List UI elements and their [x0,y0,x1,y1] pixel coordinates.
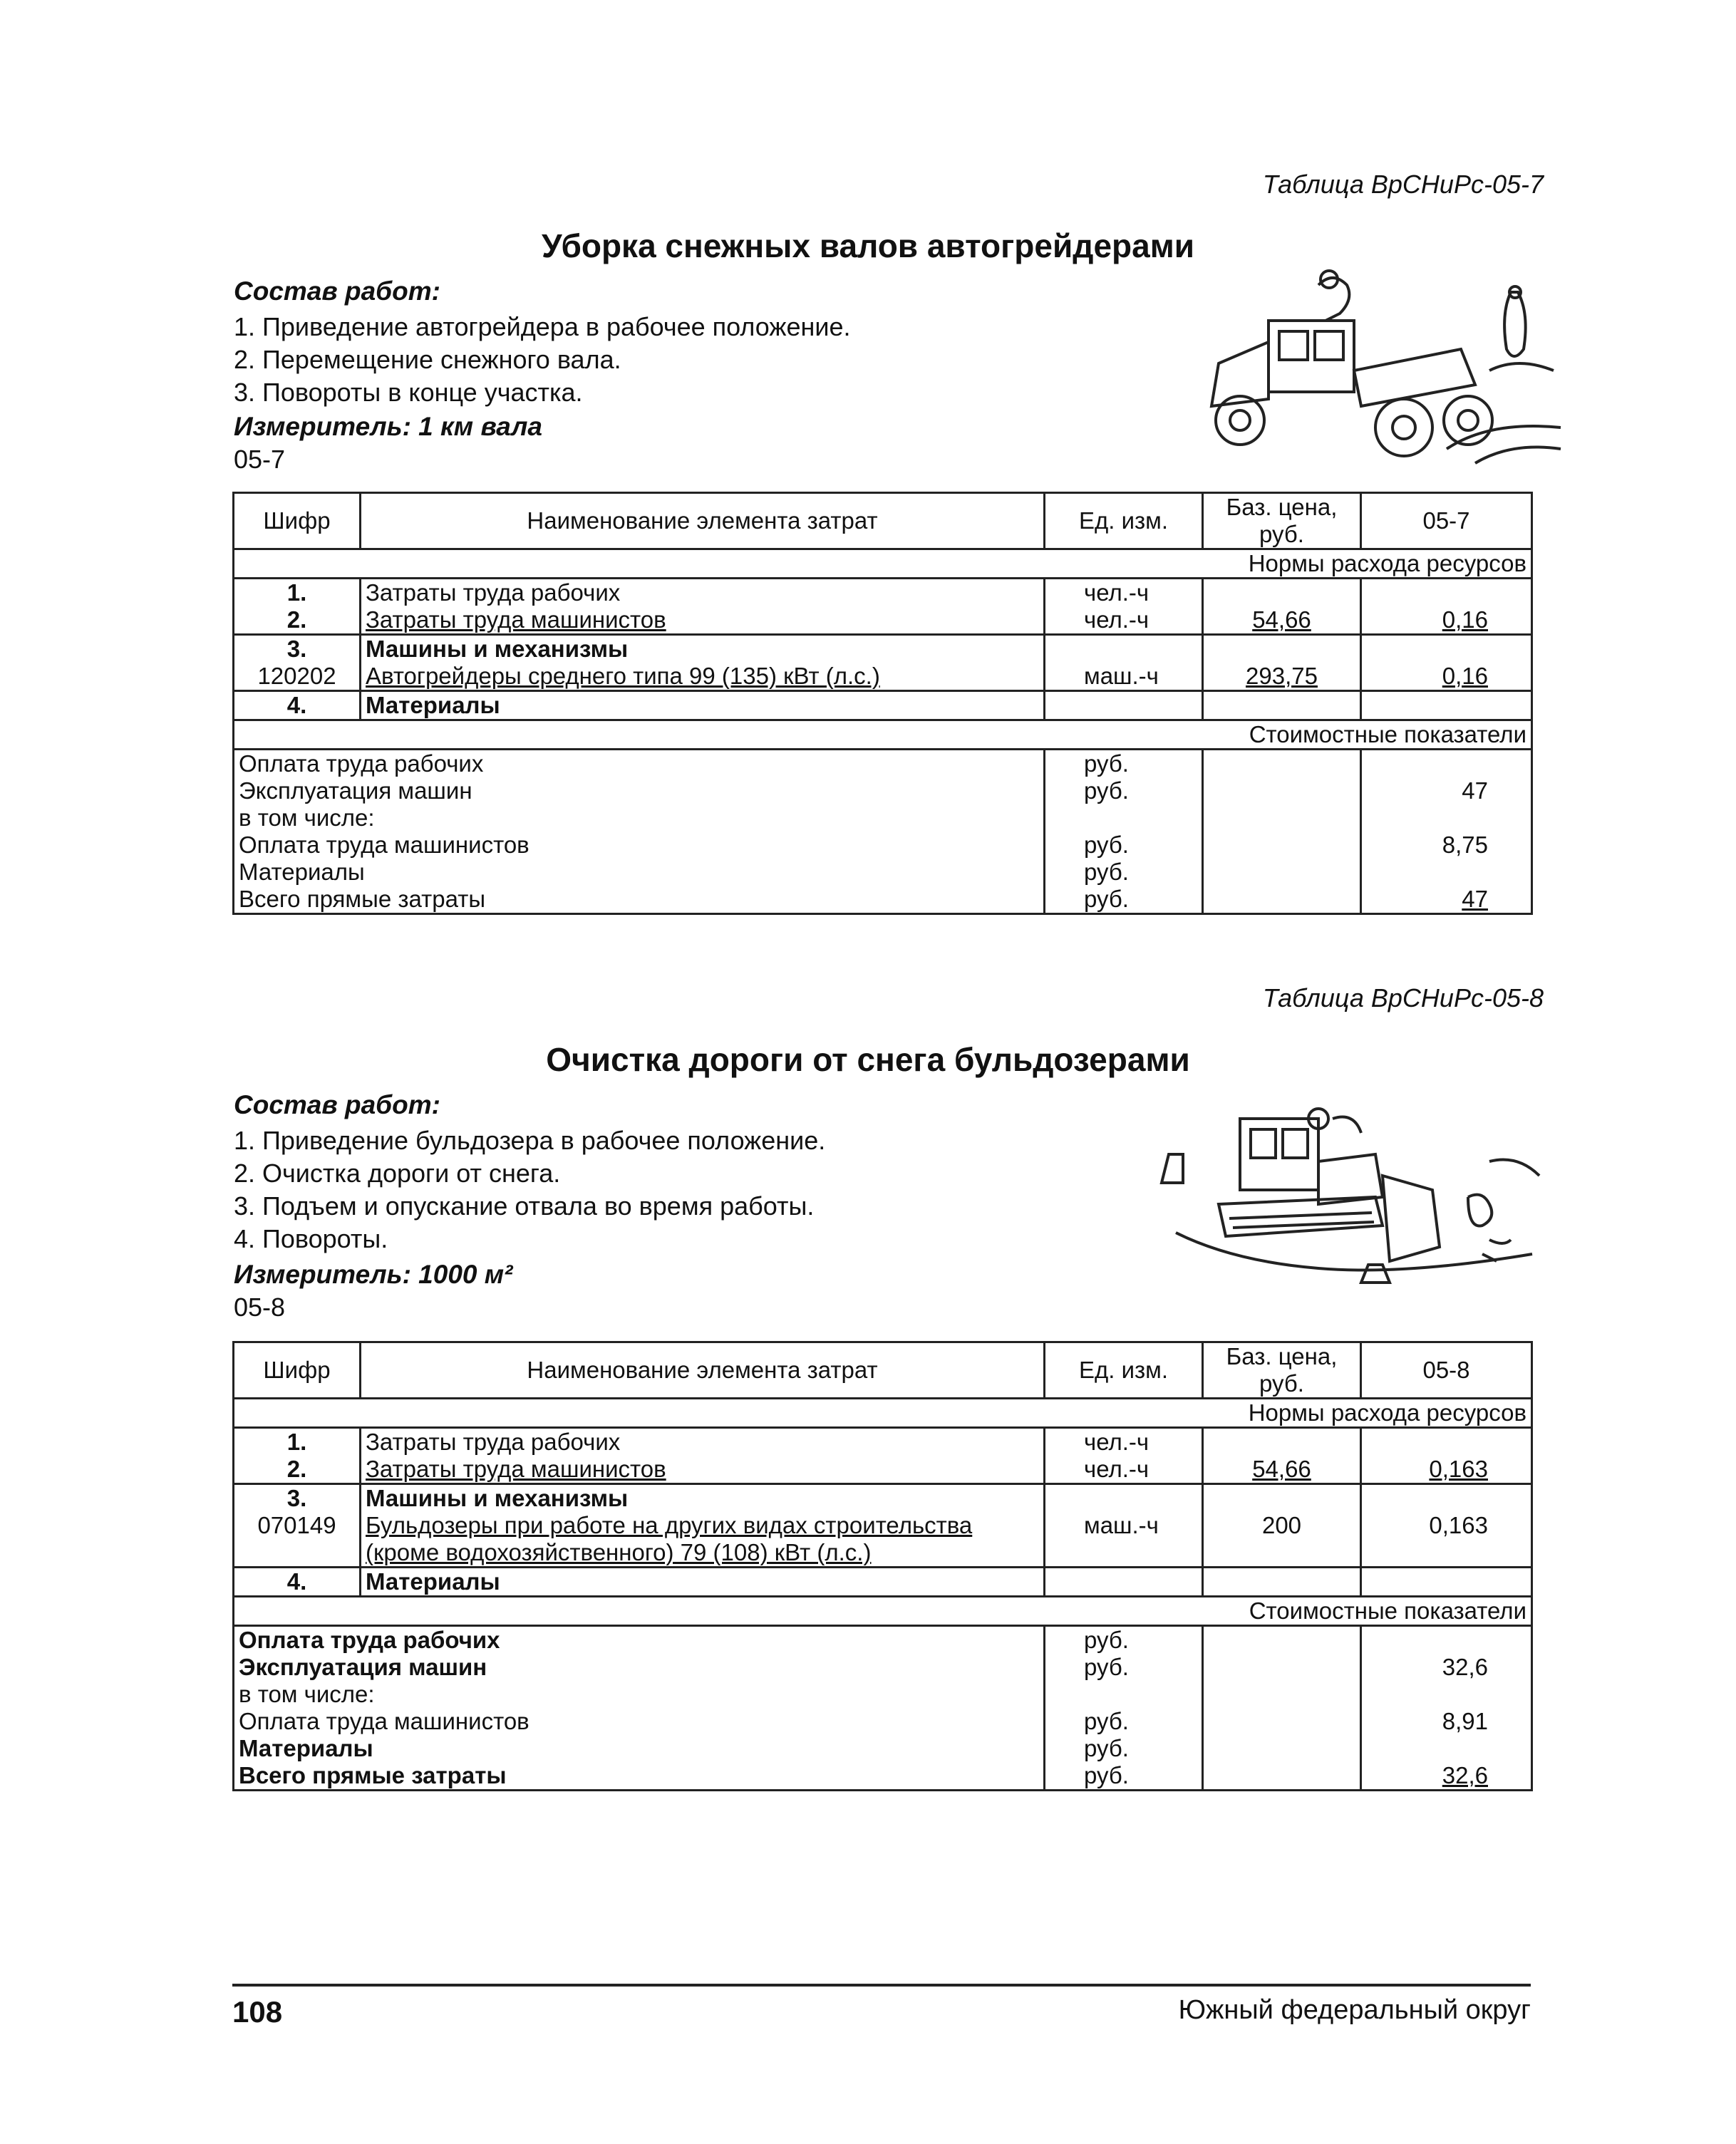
cost-label: Оплата труда рабочих [234,750,1045,778]
row-unit [1045,691,1203,720]
cost-label: Всего прямые затраты [234,1762,1045,1791]
cost-unit: руб. [1045,750,1203,778]
cost-unit: руб. [1045,1735,1203,1762]
table-code: 05-8 [234,1293,286,1322]
row-name: Машины и механизмы [361,1484,1045,1513]
header-code: 05-7 [1361,493,1532,549]
row-norm [1361,635,1532,663]
cost-unit: руб. [1045,859,1203,886]
cost-value [1361,859,1532,886]
work-list [234,311,851,409]
norms-table [232,1341,1533,1791]
row-price: 54,66 [1203,606,1361,635]
header-price: Баз. цена, руб. [1203,493,1361,549]
row-unit: маш.-ч [1045,663,1203,691]
row-unit: чел.-ч [1045,579,1203,607]
row-price [1203,1484,1361,1513]
cost-row [234,1654,1532,1681]
cost-label: Эксплуатация машин [234,1654,1045,1681]
table-caption: Таблица ВрСНиРс-05-7 [1262,170,1544,199]
section-title: Очистка дороги от снега бульдозерами [546,1041,1190,1078]
row-num: 4. [234,1568,361,1597]
row-name: Затраты труда машинистов [361,1456,1045,1484]
row-norm [1361,1568,1532,1597]
norms-table [232,492,1533,915]
grader-illustration [1176,264,1575,470]
cost-row [234,1708,1532,1735]
table-row [234,606,1532,635]
row-num: 070149 [234,1512,361,1568]
list-item: 3. Повороты в конце участка. [234,378,583,407]
cost-value [1361,1735,1532,1762]
footer-divider [232,1984,1531,1987]
cost-unit: руб. [1045,1626,1203,1654]
cost-unit: руб. [1045,832,1203,859]
bulldozer-illustration [1147,1097,1546,1304]
row-unit: чел.-ч [1045,1456,1203,1484]
cost-label: Материалы [234,1735,1045,1762]
cost-row [234,804,1532,832]
cost-row [234,777,1532,804]
work-composition-label: Состав работ: [234,1090,440,1119]
cost-row [234,1762,1532,1791]
cost-row [234,1626,1532,1654]
cost-label: Всего прямые затраты [234,886,1045,914]
row-num: 4. [234,691,361,720]
table-row [234,1568,1532,1597]
row-num: 3. [234,1484,361,1513]
row-price [1203,691,1361,720]
header-shifr: Шифр [234,493,361,549]
table-header-row [234,1342,1532,1399]
cost-row [234,1735,1532,1762]
row-price [1203,1428,1361,1456]
cost-unit: руб. [1045,1762,1203,1791]
row-price: 293,75 [1203,663,1361,691]
cost-row [234,859,1532,886]
cost-value: 32,6 [1361,1654,1532,1681]
cost-label: Материалы [234,859,1045,886]
header-unit: Ед. изм. [1045,1342,1203,1399]
table-row [234,663,1532,691]
cost-label: Эксплуатация машин [234,777,1045,804]
work-composition-label: Состав работ: [234,276,440,306]
row-name: Материалы [361,1568,1045,1597]
row-name: Материалы [361,691,1045,720]
list-item: 1. Приведение бульдозера в рабочее положение. [234,1126,826,1155]
list-item: 2. Очистка дороги от снега. [234,1159,561,1188]
list-item: 2. Перемещение снежного вала. [234,345,621,374]
row-name: Бульдозеры при работе на других видах строительства (кроме водохозяйственного) 79 (108) кВт (л.с.) [361,1512,1045,1568]
cost-label: Оплата труда машинистов [234,832,1045,859]
row-name: Машины и механизмы [361,635,1045,663]
cost-value [1361,750,1532,778]
header-name: Наименование элемента затрат [361,493,1045,549]
row-num: 2. [234,606,361,635]
cost-unit: руб. [1045,1708,1203,1735]
footer-region: Южный федеральный округ [1178,1995,1531,2025]
header-price: Баз. цена, руб. [1203,1342,1361,1399]
row-num: 2. [234,1456,361,1484]
cost-value: 47 [1361,777,1532,804]
row-name: Автогрейдеры среднего типа 99 (135) кВт (л.с.) [361,663,1045,691]
header-shifr: Шифр [234,1342,361,1399]
row-norm: 0,16 [1361,663,1532,691]
header-name: Наименование элемента затрат [361,1342,1045,1399]
header-unit: Ед. изм. [1045,493,1203,549]
norms-section-label: Нормы расхода ресурсов [234,549,1532,579]
row-name: Затраты труда рабочих [361,579,1045,607]
cost-row [234,886,1532,914]
row-price [1203,1568,1361,1597]
cost-row [234,750,1532,778]
page-number: 108 [232,1995,283,2029]
list-item: 4. Повороты. [234,1224,388,1253]
norms-section-label: Нормы расхода ресурсов [234,1399,1532,1428]
cost-section-label: Стоимостные показатели [234,720,1532,750]
row-num: 120202 [234,663,361,691]
cost-label: в том числе: [234,1681,1045,1708]
row-norm [1361,1484,1532,1513]
row-price: 54,66 [1203,1456,1361,1484]
cost-value [1361,1681,1532,1708]
cost-value: 8,91 [1361,1708,1532,1735]
list-item: 3. Подъем и опускание отвала во время работы. [234,1191,815,1221]
cost-value: 47 [1361,886,1532,914]
table-row [234,1456,1532,1484]
row-norm: 0,163 [1361,1512,1532,1568]
cost-value [1361,1626,1532,1654]
cost-unit [1045,804,1203,832]
measure-label: Измеритель: 1000 м² [234,1260,513,1289]
cost-value: 8,75 [1361,832,1532,859]
work-list [234,1124,825,1255]
table-header-row [234,493,1532,549]
row-price [1203,635,1361,663]
row-num: 3. [234,635,361,663]
table-row [234,635,1532,663]
row-price: 200 [1203,1512,1361,1568]
row-price [1203,579,1361,607]
row-norm: 0,16 [1361,606,1532,635]
cost-row [234,1681,1532,1708]
row-norm [1361,1428,1532,1456]
section-title: Уборка снежных валов автогрейдерами [541,227,1195,264]
row-norm [1361,691,1532,720]
row-norm: 0,163 [1361,1456,1532,1484]
table-row [234,1512,1532,1568]
cost-label: Оплата труда рабочих [234,1626,1045,1654]
list-item: 1. Приведение автогрейдера в рабочее положение. [234,312,851,341]
header-code: 05-8 [1361,1342,1532,1399]
cost-unit: руб. [1045,777,1203,804]
row-unit [1045,635,1203,663]
row-name: Затраты труда рабочих [361,1428,1045,1456]
row-unit [1045,1484,1203,1513]
cost-unit [1045,1681,1203,1708]
cost-label: Оплата труда машинистов [234,1708,1045,1735]
cost-value [1361,804,1532,832]
cost-section-label: Стоимостные показатели [234,1597,1532,1626]
cost-unit: руб. [1045,1654,1203,1681]
row-name: Затраты труда машинистов [361,606,1045,635]
row-num: 1. [234,579,361,607]
table-caption: Таблица ВрСНиРс-05-8 [1262,983,1544,1013]
row-unit: чел.-ч [1045,1428,1203,1456]
row-num: 1. [234,1428,361,1456]
row-unit: чел.-ч [1045,606,1203,635]
table-row [234,1484,1532,1513]
row-unit [1045,1568,1203,1597]
cost-row [234,832,1532,859]
cost-value: 32,6 [1361,1762,1532,1791]
table-code: 05-7 [234,445,286,474]
measure-label: Измеритель: 1 км вала [234,412,542,441]
row-unit: маш.-ч [1045,1512,1203,1568]
table-row [234,691,1532,720]
cost-label: в том числе: [234,804,1045,832]
cost-unit: руб. [1045,886,1203,914]
table-row [234,579,1532,607]
table-row [234,1428,1532,1456]
row-norm [1361,579,1532,607]
